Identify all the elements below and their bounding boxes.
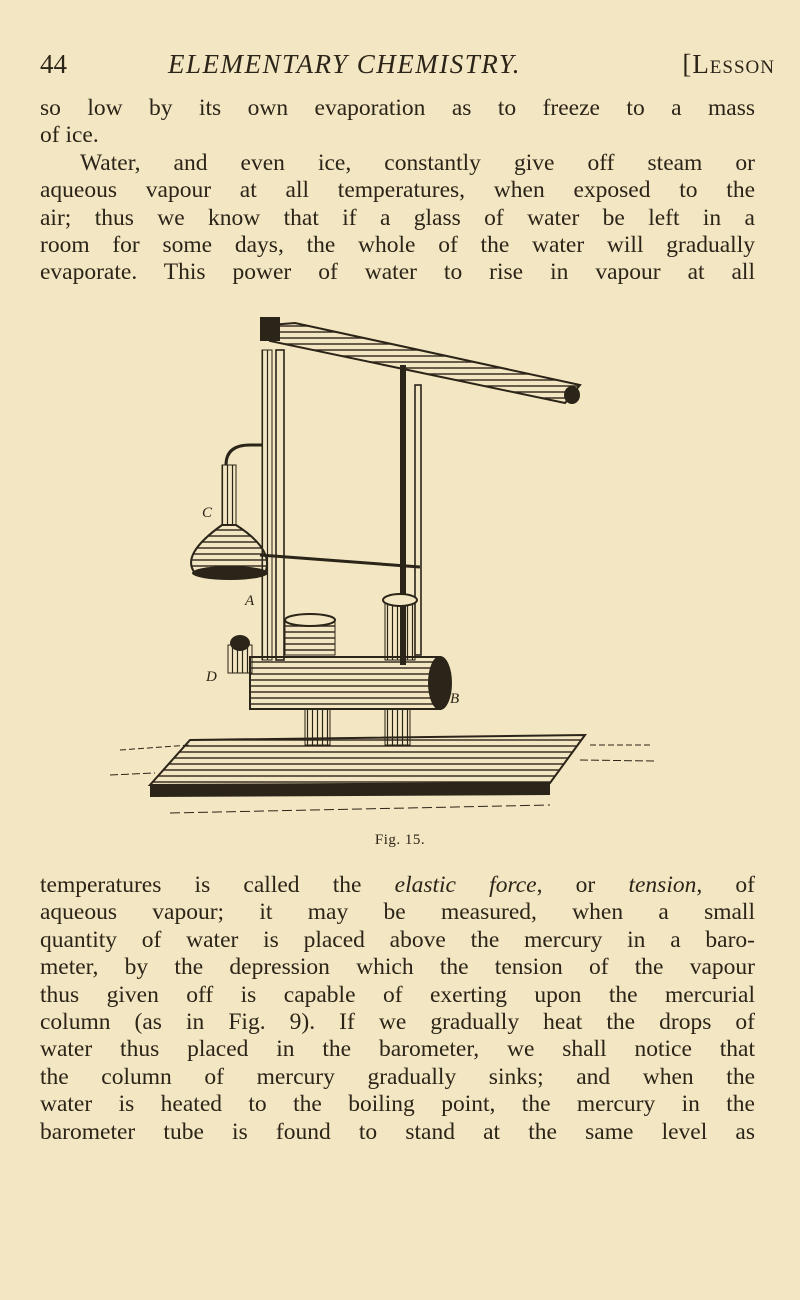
page-number: 44 [40, 49, 67, 79]
text-line: room for some days, the whole of the water will gradually [40, 231, 755, 258]
term-tension: tension [628, 872, 697, 898]
label-d: D [206, 669, 217, 685]
text-line: quantity of water is placed above the mercury in a baro- [40, 926, 755, 953]
running-title: ELEMENTARY CHEMISTRY. [168, 49, 522, 79]
stopcock [228, 635, 252, 673]
base-platform [110, 735, 655, 813]
text-line: aqueous vapour; it may be measured, when a small [40, 899, 755, 926]
text-line: evaporate. This power of water to rise in vapour at all [40, 259, 755, 286]
text-line: of ice. [40, 122, 99, 149]
text-line: barometer tube is found to stand at the same level as [40, 1118, 755, 1145]
paragraph-bottom [40, 872, 755, 1146]
cylinder-vessel [250, 656, 452, 745]
text-line: meter, by the depression which the tension of the vapour [40, 954, 755, 981]
text-line: thus given off is capable of exerting upon the mercurial [40, 981, 755, 1008]
vertical-tubes [262, 350, 421, 665]
text-run: , or [536, 872, 629, 898]
lesson-label: [Lesson [682, 49, 775, 79]
text-run: , of [696, 872, 755, 898]
text-line: Water, and even ice, constantly give off steam or [80, 149, 755, 176]
text-line: water is heated to the boiling point, the mercury in the [40, 1091, 755, 1118]
running-header [40, 44, 775, 84]
text-line: aqueous vapour at all temperatures, when exposed to the [40, 177, 755, 204]
text-line: the column of mercury gradually sinks; and when the [40, 1063, 755, 1090]
label-b: B [450, 691, 460, 707]
text-run: temperatures is called the [40, 872, 395, 898]
text-line: so low by its own evaporation as to freeze to a mass [40, 95, 755, 121]
figure-caption: Fig. 15. [374, 832, 426, 848]
label-c: C [202, 505, 213, 521]
apparatus-illustration [110, 305, 670, 820]
paragraph-top [40, 95, 755, 287]
label-a: A [245, 593, 255, 609]
text-line-with-terms [40, 872, 755, 899]
top-lever-beam [260, 317, 580, 404]
text-line: air; thus we know that if a glass of water be left in a [40, 204, 755, 231]
text-line: column (as in Fig. 9). If we gradually heat the drops of [40, 1008, 755, 1035]
text-line: water thus placed in the barometer, we shall notice that [40, 1036, 755, 1063]
term-elastic-force: elastic force [394, 872, 537, 898]
